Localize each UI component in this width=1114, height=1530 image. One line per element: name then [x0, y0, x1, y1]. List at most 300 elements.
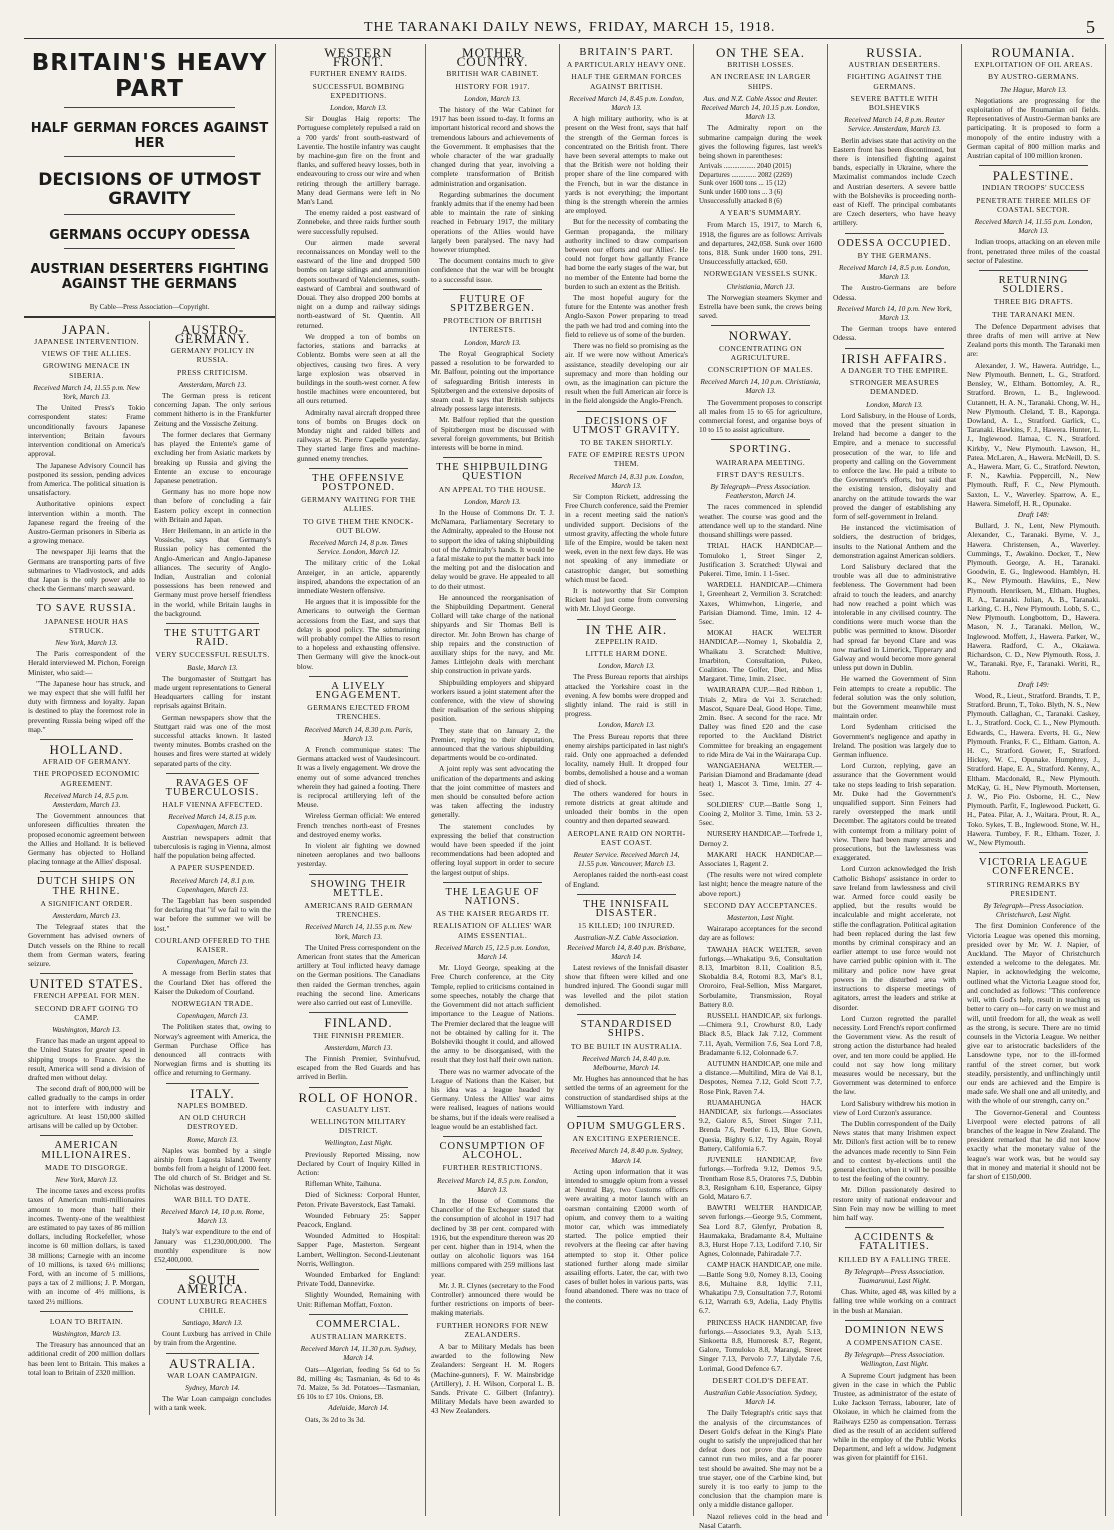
article-paragraph: The Dublin correspondent of the Daily News states that many Irishmen expect Mr. Dillon's first action will be to renew the advances made recently to Sinn Fein and to contest by-elections until the general election, when it will be possible to test the feeling of the country.	[833, 1118, 956, 1184]
dateline: London, March 13.	[330, 103, 387, 113]
article-paragraph: German newspapers show that the Stuttgart raid was one of the most successful attacks known. It lasted twenty minutes. Bombs crashed on the houses and fires were started at widely separated parts of the city.	[154, 712, 271, 768]
article-paragraph: Herr Heilemann, in an article in the Vossische, says that Germany's Russian policy has cemented the Anglo-American and Anglo-Japanese alliances. The security of Anglo-Indian, Australian and colonial possessions has been renewed and Germany must prove herself friendless in the world, while Britain laughs in the background.	[154, 525, 271, 618]
article-paragraph: The United Press correspondent on the American front states that the American artillery at Toul inflicted heavy damage on the German positions. The Canadians then raided the German trenches, again reaching the second line. Americans were also carried out east of Luneville.	[297, 942, 420, 1008]
dateline: Received March 14, 8.40 p.m. Sydney, March 14.	[570, 1146, 683, 1165]
subhead: NORWEGIAN TRADE.	[171, 999, 254, 1009]
section-britains-part: BRITAIN'S PART.	[579, 47, 674, 58]
section-victoria-league: VICTORIA LEAGUE CONFERENCE.	[978, 857, 1088, 878]
dateline: Australian-N.Z. Cable Association. Received March 14, 8.40 p.m. Brisbane, March 14.	[567, 933, 686, 961]
section-tuberculosis: RAVAGES OF TUBERCULOSIS.	[165, 777, 260, 798]
subhead: GERMANY WAITING FOR THE ALLIES.	[301, 495, 416, 514]
dateline: Received March 14, 8.1 p.m. Copenhagen, March 13.	[170, 875, 255, 894]
section-australia: AUSTRALIA.	[169, 1355, 256, 1371]
article-paragraph: Previously Reported Missing, now Declared by Court of Inquiry Killed in Action:	[297, 1149, 420, 1177]
section-showing-their-mettle: SHOWING THEIR METTLE.	[310, 878, 407, 899]
subhead: GROWING MENACE IN SIBERIA.	[42, 361, 131, 380]
section-western-front: WESTERN FRONT.	[324, 45, 393, 70]
article-paragraph: The Governor-General and Countess Liverpool were elected patrons of all branches of the league in New Zealand. The president remarked that he did not know exactly what the monetary value of the league's war work was, but he would say that in money and material it should not be far short of £150,000.	[967, 1107, 1100, 1181]
dateline: Received March 14, 8.5 p.m. London, March 13.	[839, 263, 950, 282]
draft-label: Draft 148:	[1017, 509, 1050, 519]
article-paragraph: The second draft of 800,000 will be called gradually to the camps in order not to interfere with industry and agriculture. At least 150,000 skilled artisans will be called up by October.	[28, 1084, 145, 1131]
issue-date: FRIDAY, MARCH 15, 1918.	[589, 20, 776, 35]
dateline: Basle, March 13.	[187, 662, 238, 672]
newspaper-title: THE TARANAKI DAILY NEWS,	[364, 20, 583, 35]
subhead: INDIAN TROOPS' SUCCESS	[982, 183, 1085, 193]
article-paragraph: Regarding submarines the document frankly admits that if the enemy had been able to maintain the rate of sinking reached in February 1917, the military operations of the Allies would have largely been paralysed. The navy had however triumphed.	[431, 189, 554, 255]
dateline: Received March 14, 8.40 p.m. Melbourne, March 14.	[582, 1053, 671, 1072]
subhead: MADE TO DISGORGE.	[44, 1162, 129, 1172]
subhead: JAPANESE HOUR HAS STRUCK.	[44, 616, 129, 635]
subhead: HALF VIENNA AFFECTED.	[162, 800, 263, 810]
article-paragraph: Wounded Admitted to Hospital: Sapper Page, Masterton. Sergeant Lambert, Wellington. Second-Lieutenant Norris, Wellington.	[297, 1231, 420, 1268]
subhead: TO BE BUILT IN AUSTRALIA.	[570, 1041, 683, 1051]
dateline: Amsterdam, March 13.	[52, 911, 121, 921]
column-7	[828, 44, 962, 1516]
subhead: REALISATION OF ALLIES' WAR AIMS ESSENTIAL.	[433, 921, 552, 940]
section-austro-germany: AUSTRO-GERMANY.	[174, 321, 251, 347]
article-paragraph: Indian troops, attacking on an eleven mile front, penetrated three miles of the coastal sector of Palestine.	[967, 237, 1100, 265]
shipping-table: Arrivals .................. 2040 (2015) Departures .............. 2082 (2269) Sunk over 1600 tons ... 15 (12) Sunk under 1600 tons ... 3 (6) Unsuccessfully attacked 8 (6)	[699, 162, 793, 205]
dateline: Adelaide, March 14.	[328, 1403, 389, 1413]
subhead: PENETRATE THREE MILES OF COASTAL SECTOR.	[976, 195, 1091, 214]
article-paragraph: Negotiations are progressing for the exploitation of the Roumanian oil fields. Representatives of Austro-German banks are participating. It is proposed to form a monopoly of the entire industry with a German capital of 800 million marks and Austrian capital of 100 million kronen.	[967, 95, 1100, 161]
draft-label: Draft 149:	[1017, 679, 1050, 689]
dateline: By Telegraph—Press Association. Wellington, Last Night.	[844, 1350, 945, 1369]
subhead: CASUALTY LIST.	[326, 1104, 391, 1114]
section-holland: HOLLAND.	[49, 741, 124, 757]
column-6	[694, 44, 828, 1530]
section-league-of-nations: THE LEAGUE OF NATIONS.	[445, 886, 540, 908]
article-paragraph: Wairarapo acceptances for the second day are as follows:	[699, 924, 822, 943]
subhead: AN INCREASE IN LARGER SHIPS.	[710, 72, 811, 91]
subhead: THE FINNISH PREMIER.	[312, 1030, 405, 1040]
subhead: KILLED BY A FALLING TREE.	[838, 1254, 951, 1264]
page-number: 5	[1086, 17, 1096, 37]
subhead: BY THE GERMANS.	[857, 250, 932, 260]
article-paragraph: There was no field so promising as the air. If we were now without America's assistance, steadily developing our air supremacy and more than holding our own, as the imagination can picture the result when the full American air force is in the field alongside the Anglo-French.	[565, 341, 688, 406]
subhead: AUSTRIAN DESERTERS.	[848, 60, 941, 70]
article-paragraph: He argues that it is impossible for the Americans to outweigh the German accessions from the East, and says that delay is good policy. The submarining will probably compel the Allies to resort to a hopeless and exhausting offensive. Then Germany will give the knock-out blow.	[297, 597, 420, 671]
lead-headline-5: AUSTRIAN DESERTERS FIGHTING AGAINST THE GERMANS	[30, 261, 269, 292]
subhead: STIRRING REMARKS BY PRESIDENT.	[986, 879, 1081, 898]
article-paragraph: We dropped a ton of bombs on factories, stations and barracks at Coblentz. Bombs were seen at all the objectives, causing two fires. A very large explosion was observed in buildings in the south-west corner. A few hostile machines were encountered, but all ours returned.	[297, 331, 420, 406]
article-paragraph: The history of the War Cabinet for 1917 has been issued to-day. It forms an important historical record and shows the tremendous labours and achievements of the Government. It emphasises that the whole character of the war gradually changed during that year, involving a complete transformation of British administration and organisation.	[431, 105, 554, 188]
dateline: Copenhagen, March 13.	[176, 1011, 249, 1021]
section-consumption-of-alcohol: CONSUMPTION OF ALCOHOL.	[439, 1140, 546, 1162]
article-paragraph: In the House of Commons Dr. T. J. McNamara, Parliamentary Secretary to the Admiralty, appealed to the House not to support the idea of taking shipbuilding out of the Admiralty's hands. It would be a fatal mistake to put the matter back into the melting pot and the dislocation and delay would be grave. He appealed to all to do their utmost.	[431, 507, 554, 591]
section-commercial: COMMERCIAL.	[316, 1318, 401, 1330]
dateline: New York, March 13.	[55, 637, 118, 647]
subhead: FIRST DAY'S RESULTS.	[716, 469, 805, 479]
article-paragraph: The Government announces that unforeseen difficulties threaten the proposed economic agreement between the Allies and Holland. It is believed Germany has objected to Holland placing tonnage at the Allies' disposal.	[28, 811, 145, 867]
dateline: Received March 14, 8.15 p.m. Copenhagen, March 13.	[168, 812, 257, 831]
dateline: Australian Cable Association. Sydney, March 14.	[704, 1387, 817, 1407]
section-norway: NORWAY.	[728, 328, 793, 344]
column-2	[150, 321, 275, 1415]
dateline: Received March 14, 8.45 p.m. London, March 13.	[569, 93, 684, 113]
section-opium-smugglers: OPIUM SMUGGLERS.	[567, 1120, 686, 1132]
dateline: Received March 14, 8.31 p.m. London, March 13.	[569, 471, 684, 490]
dateline: Received March 14, 11.55 p.m. New York, March 13.	[305, 922, 412, 941]
soldier-list: Bullard, J. N., Lent, New Plymouth. Alexander, C., Taranaki. Byrne, V. J., Hawera. Christensen, A., Waverley. Cummings, T., Awakino. Docker, T., New Plymouth. George, A. H., Taranaki. Goodwin, E. G., Inglewood. Hamblyn, H. K., New Plymouth. Hawkins, E., New Plymouth. Henriksen, M., Eltham. Hughes, R. A., Taranaki. Julian, A. B., Taranaki. Larking, C. H., New Plymouth. Lobb, S. C., New Plymouth. Longbottom, D., Hawera. Mason, N. J., Taranaki. Mellon, W., Inglewood. Moffett, J., Hawera. Parker, W., Hawera. Radford, C. A., Okaiawa. Richardson, C. D., New Plymouth. Ross, J. W., Taranaki. Rye, F., Taranaki. Weriti, R., Rahotu.	[967, 521, 1100, 678]
article-paragraph: The United Press's Tokio correspondent states: Frame unconditionally favours Japanese intervention; Britain favours intervention conditional on America's approval.	[28, 403, 145, 459]
subhead: AEROPLANE RAID ON NORTH-EAST COAST.	[567, 828, 686, 847]
article-paragraph: The Royal Geographical Society passed a resolution to be forwarded to Mr. Balfour, pointing out the importance of safeguarding British interests in Spitzbergen and the extensive deposits of steam coal. It says that British subjects already possess large interests.	[431, 348, 554, 414]
dateline: Received March 14, 8.5 p.m. London, March 13.	[437, 1175, 548, 1194]
article-paragraph: Austrian newspapers admit that tuberculosis is raging in Vienna, almost half the population being affected.	[154, 832, 271, 861]
article-paragraph: Mr. Hughes has announced that he has settled the terms of an agreement for the construction of standardised ships at the Williamstown Yard.	[565, 1074, 688, 1111]
dateline: Amsterdam, March 13.	[324, 1042, 393, 1052]
article-paragraph: "The Japanese hour has struck, and we may expect that she will fulfil her duty with firmness and loyalty. Japan is destined to play the foremost role in preventing Russia being wiped off the map."	[28, 678, 145, 734]
acceptance: BAWTRI WELTER HANDICAP, seven furlongs.—George 9.5, Comment, Sea Lord 8.7, Glenfyr, Probation 8, Haumakaka, Bradamante 8.4, Multaine 8.3, Hurst Hope 7.13, Lodiford 7.10, Sir Agnes, Colonnade, Pahiradale 7.7.	[699, 1203, 822, 1259]
race-result: NURSERY HANDICAP.—Torfrede 1, Dernoy 2.	[699, 829, 822, 848]
subhead: BY AUSTRO-GERMANS.	[988, 72, 1079, 82]
article-paragraph: The Finnish Premier, Svinhufvud, escaped from the Red Guards and has arrived in Berlin.	[297, 1053, 420, 1082]
subhead: HALF THE GERMAN FORCES AGAINST BRITISH.	[571, 72, 682, 91]
dateline: Received March 14, 8.30 p.m. Paris, March 13.	[304, 724, 413, 743]
article-paragraph: The Japanese Advisory Council has postponed its session, pending advices from America. The political situation is unsatisfactory.	[28, 460, 145, 498]
article-paragraph: The enemy raided a post eastward of Zonnebeke, and three raids further south were successfully repulsed.	[297, 208, 420, 236]
article-paragraph: Wireless German official: We entered French trenches north-east of Fresnes and destroyed enemy works.	[297, 811, 420, 839]
article-paragraph: France has made an urgent appeal to the United States for greater speed in shipping troops to France. As the result, America will send a division of drafted men without delay.	[28, 1036, 145, 1083]
section-spitzbergen: FUTURE OF SPITZBERGEN.	[450, 293, 535, 315]
race-result: WAIRARAPA CUP.—Red Ribbon 1, Trials 2, Mira de Vai 3. Scratched: Mascot, Square Deal, Good Hope. Time, 2min. 8sec. A second for the race. Mr Dalley was fined £20 and the case reported to the Auckland District Committee for breaking an engagement to ride Mira de Vai in the Wairarapa Cup.	[699, 685, 822, 759]
article-paragraph: Our airmen made several reconnaissances on Monday well to the eastward of the line and dropped 500 bombs on large sidings and ammunition depots southward of Valenciennes, south-eastward of Cambrai and southward of Douai. They also dropped 200 bombs at night on a dump and railway sidings north-eastward of St. Quentin. All returned.	[297, 237, 420, 330]
section-roumania: ROUMANIA.	[991, 45, 1076, 60]
article-paragraph: The Norwegian steamers Skymer and Estrella have been sunk, the crews being saved.	[699, 292, 822, 321]
subhead: BRITISH WAR CABINET.	[446, 69, 539, 79]
article-paragraph: It is noteworthy that Sir Compton Rickett had just come from conversing with Mr. Lloyd George.	[565, 585, 688, 614]
section-american-millionaires: AMERICAN MILLIONAIRES.	[41, 1140, 132, 1161]
subhead: PRESS CRITICISM.	[177, 367, 248, 377]
subhead: VERY SUCCESSFUL RESULTS.	[155, 650, 270, 660]
soldier-list: Wood, R., Lieut., Stratford. Brandts, T. P., Stratford. Brunn, T., Toko. Blyth, N. S., New Plymouth. Callaghan, C., Taranaki. Caskey, L. J., Stratford. Cock, C. L., New Plymouth. Edwards, C., Hawera. Everts, H. G., New Plymouth. Franks, F. C., Eltham. Gatton, A. H. C., Stratford. Gower, F., Stratford. Hickey, W. C., Opunake. Humphrey, J., Stratford. Hape, E. A., Stratford. Kenny, A., Eltham. Macdonald, R., New Plymouth. McKay, G. H., New Plymouth. Mortensen, J. W., Pio Pio. Osborne, H. C., New Plymouth. Parfit, F., Inglewood. Puckett, G. H., Patea. Pilar, A. J., Waitara. Prout, R. A., Toko. Sykes, T. B., Inglewood. Stone, W. H., Hawera. Tumbey, F. R., Eltham. Tozer, J. W., New Plymouth.	[967, 690, 1100, 848]
dateline: Received March 14, 10 p.m. Christiania, March 13.	[700, 377, 821, 396]
article-paragraph: Lord Sydenham criticised the Government's negligence and apathy in Ireland. The position was largely due to German influence.	[833, 722, 956, 760]
dateline: Received March 14, 8 p.m. Reuter Service. Amsterdam, March 13.	[844, 115, 945, 134]
acceptance: CAMP HACK HANDICAP, one mile.—Battle Song 9.0, Nomey 8.13, Cooing 8.6, Multaine 8.8, Idyllic 7.11, Whakatipu 7.9, Consultation 7.7, Rotomi 6.12, Warrath 6.9, Adelia, Lady Phyllis 6.7.	[699, 1260, 822, 1316]
subhead: WAR BILL TO DATE.	[173, 1194, 252, 1204]
section-in-the-air: IN THE AIR.	[585, 621, 668, 637]
dateline: Washington, March 13.	[52, 1328, 121, 1338]
section-sporting: SPORTING.	[729, 444, 792, 456]
article-paragraph: A message from Berlin states that the Courland Diet has offered the Kaiser the Dukedom of Courland.	[154, 968, 271, 996]
article-paragraph: In violent air fighting we downed nineteen aeroplanes and two balloons yesterday.	[297, 841, 420, 869]
article-paragraph: Mr. Balfour replied that the question of Spitzbergen must be discussed with several foreign governments, but British interests will be borne in mind.	[431, 415, 554, 452]
article-paragraph: The military critic of the Lokal Anzeiger, in an article, apparently inspired, abandons the expectation of an immediate Western offensive.	[297, 558, 420, 595]
section-irish-affairs: IRISH AFFAIRS.	[841, 350, 948, 366]
subhead: CONCENTRATING ON AGRICULTURE.	[719, 343, 802, 362]
cable-credit: By Cable—Press Association—Copyright.	[89, 302, 210, 311]
section-roll-of-honor: ROLL OF HONOR.	[298, 1089, 419, 1105]
subhead: SECOND DAY ACCEPTANCES.	[703, 900, 818, 910]
subhead: CONSCRIPTION OF MALES.	[707, 365, 814, 375]
section-offensive-postponed: THE OFFENSIVE POSTPONED.	[312, 472, 405, 493]
article-paragraph: The statement concludes by expressing the belief that construction would have been speeded if the joint recommendations had been adopted and offering loyal support in order to secure the largest output of ships.	[431, 821, 554, 877]
subhead: WAIRARAPA MEETING.	[715, 457, 806, 467]
article-paragraph: They state that on January 2, the Premier, replying to their deputation, announced that the various shipbuilding departments would be co-ordinated.	[431, 725, 554, 763]
subhead: THE PROPOSED ECONOMIC AGREEMENT.	[33, 769, 140, 788]
article-paragraph: Mr. Lloyd George, speaking at the Free Church conference, at the City Temple, replied to criticisms contained in some speeches, notably the charge that the Government did not attach sufficient importance to the League of Nations. The Premier declared that the league will not be obtained by calling for it. The Bolsheviki thought it could, and allowed the army to be disorganised, with the result that they lost half their own nation.	[431, 963, 554, 1065]
article-paragraph: Lord Salisbury declared that the trouble was all due to administrative feebleness. The Government had been afraid to touch the leaders, and anarchy had now reached a point which was intolerable in any civilised country. The conditions were much worse than the public was permitted to know. Disorder had spread far beyond Clare and was now marked in Limerick, Tipperary and Galway and would become more general unless put down in Dublin.	[833, 561, 956, 673]
subhead: VIEWS OF THE ALLIES.	[41, 349, 132, 359]
acceptance: AUTUMN HANDICAP, one mile and a distance.—Multilind, Mira de Vai 8.1, Despotes, Nemea 7.12, Gold Scott 7.7, Rose Pink, Raven 7.4.	[699, 1059, 822, 1096]
article-paragraph: Shipbuilding employers and shipyard workers issued a joint statement after the conference, with the view of showing their realisation of the serious shipping position.	[431, 677, 554, 724]
section-accidents: ACCIDENTS & FATALITIES.	[854, 1232, 935, 1253]
subhead: GERMANS EJECTED FROM TRENCHES.	[307, 703, 410, 722]
subhead: FRENCH APPEAL FOR MEN.	[33, 991, 140, 1001]
subhead: HISTORY FOR 1917.	[455, 81, 530, 91]
subhead: SECOND DRAFT GOING TO CAMP.	[34, 1003, 139, 1022]
dateline: New York, March 13.	[55, 1174, 118, 1184]
article-paragraph: Italy's war expenditure to the end of January was £1,230,000,000. The monthly expenditure is now £52,400,000.	[154, 1227, 271, 1264]
article-paragraph: The most hopeful augury for the future for the Entente was another fresh Anglo-Saxon Power preparing to tread the path we had trod and coming into the field to relieve us of some of the burden.	[565, 293, 688, 339]
section-dutch-ships: DUTCH SHIPS ON THE RHINE.	[36, 876, 137, 897]
subhead: SEVERE BATTLE WITH BOLSHEVIKS	[850, 93, 939, 113]
article-paragraph: Rifleman White, Taihuna.	[305, 1179, 382, 1189]
subhead: COUNT LUXBURG REACHES CHILE.	[157, 1296, 268, 1315]
subhead: FATE OF EMPIRE RESTS UPON THEM.	[568, 450, 685, 469]
section-russia: RUSSIA.	[866, 45, 923, 60]
dateline: By Telegraph—Press Association. Christchurch, Last Night.	[983, 901, 1084, 920]
article-paragraph: Latest reviews of the Innisfail disaster show that fifteen were killed and one hundred injured. The Goondi sugar mill was levelled and the pilot station demolished.	[565, 963, 688, 1009]
article-paragraph: The Press Bureau reports that three enemy airships participated in last night's raid. Only one approached a defended locality, namely Hull. It dropped four bombs, demolished a house and a woman died of shock.	[565, 731, 688, 787]
acceptance: TAWAHA HACK WELTER, seven furlongs.—Whakatipu 9.6, Consultation 8.13, Imarbiton 8.11, Coalition 8.5, Skobaldia 8.4, Rotomi 8.3, Mar's 8.1, Ororoiro, Feal-Sellion, Miss Margaret, Sorbulamite, Transmission, Royal Battery 8.0.	[699, 944, 822, 1009]
lead-headline-4: GERMANS OCCUPY ODESSA	[49, 227, 250, 243]
dateline: Masterton, Last Night.	[727, 913, 794, 923]
subhead: TO GIVE THEM THE KNOCK-OUT BLOW.	[303, 516, 414, 535]
section-stuttgart-raid: THE STUTTGART RAID.	[164, 627, 261, 649]
subhead: NORWEGIAN VESSELS SUNK.	[703, 269, 818, 279]
article-paragraph: He announced the reorganisation of the Shipbuilding Department. General Collard will take charge of the national shipyards and Sir Thomas Bell is director. Mr. John Brown has charge of ship repairs and the construction of auxiliary ships for the navy, and Mr. James Littlejohn deals with merchant ship construction in private yards.	[431, 592, 554, 676]
dateline: London, March 13.	[464, 496, 521, 506]
article-paragraph: The income taxes and excess profits taxes of American multi-millionaires amount to more than half their incomes. Twenty-one of the wealthiest are estimated to pay taxes of 86 million dollars, including Rockefeller, whose income is 60 million dollars, is taxed 38 millions; Carnegie with an income of 10 millions, is taxed 6½ millions; Ford, with an income of 5 millions, pays a tax of 2 millions; J. P. Morgan, with an income of 4½ millions, is taxed 2½ millions.	[28, 1186, 145, 1306]
article-paragraph: The Telegraaf states that the Government has advised owners of Dutch vessels on the Rhine to recall them from German waters, fearing seizure.	[28, 922, 145, 969]
article-paragraph: A bar to Military Medals has been awarded to the following New Zealanders: Sergeant H. M. Rogers (Machine-gunners), F. W. Mainsbridge (Artillery), J. H. Wilson, Corporal L. B. Sands. Private C. Gilbert (Infantry). Military Medals have been awarded to 43 New Zealanders.	[431, 1342, 554, 1416]
article-paragraph: Sir Douglas Haig reports: The Portuguese completely repulsed a raid on a 700 yards' front south-eastward of Laventie. The hostile infantry was caught by machine-gun fire on the front and flanks, and suffered heavy losses, both in endeavouring to cross our wire and when retiring through the artillery barrage. Many dead Germans were left in No Man's Land.	[297, 114, 420, 207]
section-to-save-russia: TO SAVE RUSSIA.	[36, 603, 137, 615]
subhead: A PAPER SUSPENDED.	[170, 863, 255, 873]
article-paragraph: In the House of Commons the Chancellor of the Exchequer stated that the consumption of alcohol in 1917 had declined by 38 per cent. compared with 1916, but the expenditure thereon was 20 per cent. higher than in 1914, when the outlay on alcoholic liquors was 164 millions compared with 259 millions last year.	[431, 1195, 554, 1279]
article-paragraph: The burgomaster of Stuttgart has made urgent representations to General Headquarters calling for instant reprisals against Britain.	[154, 673, 271, 711]
dateline: London, March 13.	[464, 93, 521, 103]
article-paragraph: Oats—Algerian, feeding 5s 6d to 5s 8d, milling 4s; Tasmanian, 4s 6d to 4s 7d. Maize, 5s 3d. Potatoes—Tasmanian, £6 10s to £7 10s. Onions, £8.	[297, 1364, 420, 1402]
dateline: Amsterdam, March 13.	[178, 379, 247, 389]
lead-headline-3: DECISIONS OF UTMOST GRAVITY	[38, 169, 261, 210]
article-paragraph: The Austro-Germans are before Odessa.	[833, 283, 956, 302]
dateline: Sydney, March 14.	[185, 1382, 240, 1392]
article-paragraph: The Tageblatt has been suspended for declaring that "if we fail to win the war before the summer we will be lost."	[154, 896, 271, 933]
article-paragraph: The War Loan campaign concludes with a tank week.	[154, 1394, 271, 1413]
article-paragraph: The Defence Department advises that three drafts of men will arrive at New Zealand ports this month. The Taranaki men are:	[967, 321, 1100, 359]
dateline: Received March 14, 10 p.m. New York, March 13.	[837, 303, 952, 323]
dateline: Rome, March 13.	[186, 1134, 239, 1144]
race-result: WANGAEHANA WELTER.—Parisian Diamond and Bradamante (dead heat) 1, Mascot 3. Time, 1min. 27 4-5sec.	[699, 760, 822, 798]
subhead: ZEPPELIN RAID.	[595, 636, 658, 646]
subhead: FURTHER HONORS FOR NEW ZEALANDERS.	[436, 1320, 549, 1339]
section-dominion-news: DOMINION NEWS	[844, 1324, 945, 1336]
subhead: AN APPEAL TO THE HOUSE.	[438, 484, 547, 494]
dateline: By Telegraph—Press Association. Featherston, March 14.	[710, 482, 811, 501]
subhead: A YEAR'S SUMMARY.	[719, 208, 802, 218]
subhead: THREE BIG DRAFTS.	[993, 297, 1074, 307]
column-4	[426, 44, 560, 1516]
column-5	[560, 44, 694, 1516]
article-paragraph: A Supreme Court judgment has been given in the case in which the Public Trustee, as administrator of the estate of Luke Jackson Terrass, labourer, late of Okoiaue, in which he claimed from the Railways £250 as compensation. Terrass died as the result of an accident suffered while in the employ of the Public Works Department, and left a widow. Judgment was given for plaintiff for £161.	[833, 1370, 956, 1463]
article-paragraph: The document contains much to give confidence that the war will be brought to a successful issue.	[431, 256, 554, 284]
subhead: AUSTRALIAN MARKETS.	[310, 1331, 407, 1341]
race-result: MOKAI HACK WELTER HANDICAP.—Nomey 1, Skobaldia 2, Whaikatu 3. Scratched: Multive, Imarbiton, Consultation, Pukeo, Coalition. The Golfer, Diet, and Miss Margaret. Time, 1min. 21sec.	[699, 628, 822, 684]
column-3	[292, 44, 426, 1516]
acceptance: JUVENILE HANDICAP, five furlongs.—Torfreda 9.12, Demos 9.5, Trentham Rose 8.5, Oratores 7.5, Dubbin 8.3, Resignham 6.10, Esperance, Gipsy Gold, Mataro 6.7.	[699, 1155, 822, 1201]
section-palestine: PALESTINE.	[992, 168, 1075, 184]
section-lively-engagement: A LIVELY ENGAGEMENT.	[315, 680, 402, 701]
subhead: TO BE TAKEN SHORTLY.	[579, 437, 674, 447]
dateline: Christiania, March 13.	[726, 281, 795, 291]
subhead: STRONGER MEASURES DEMANDED.	[849, 378, 940, 397]
article-paragraph: A French communique states: The Germans attacked west of Vaudesincourt. It was a lively engagement. We drove the enemy out of some advanced trenches wherein they had gained a footing. There is reciprocal artillerying left of the Meuse.	[297, 745, 420, 810]
race-result: WARDELL HANDICAP.—Chimera 1, Greenheart 2, Vermilion 3. Scratched: Xaxes, Whimwhon, Lingerie, and Parisian Diamond. Time, 1min. 12 4-5sec.	[699, 580, 822, 626]
article-paragraph: Acting upon information that it was intended to smuggle opium from a vessel at Neutral Bay, two Customs officers were awaiting a motor launch with an oarsman containing £2000 worth of opium, and convey them to a waiting motor car, which was immediately started. The police emptied their revolvers at the fleeing car after having attempted to stop it. Other police stationed further along made similar assailing efforts. Later, the car, with two cases of bullet holes in various parts, was found abandoned. There was no trace of the contents.	[565, 1166, 688, 1305]
article-paragraph: Mr. Dillon passionately desired to restore unity of national endeavour and Sinn Fein may now be willing to meet him half way.	[833, 1185, 956, 1222]
subhead: AFRAID OF GERMANY.	[42, 757, 131, 767]
section-standardised-ships: STANDARDISED SHIPS.	[580, 1019, 673, 1040]
race-result: TRIAL HACK HANDICAP.—Tomuloko 1, Street Singer 2, Justification 3. Scratched: Ulywai and Pukerei. Time, 1min. 1 1-5sec.	[699, 541, 822, 578]
article-paragraph: But for the necessity of combating the German propaganda, the military authority inclined to draw comparison between our efforts and our Allies'. He could not forget how gallantly France had borne the early stages of the war, but no member of the Entente had borne the burden to such an extent as the British.	[565, 217, 688, 291]
article-paragraph: Admiralty naval aircraft dropped three tons of bombs on Bruges dock on Monday night and raided billets and railways at St. Pierre Capelle yesterday. They started large fires and machine-gunned enemy trenches.	[297, 407, 420, 463]
article-paragraph: Died of Sickness: Corporal Hunter, Peton. Private Baverstock, East Tamaki.	[297, 1190, 420, 1209]
article-paragraph: The Government proposes to conscript all males from 15 to 65 for agriculture, commercial forest, and organise boys of 10 to 15 to assist agriculture.	[699, 397, 822, 435]
subhead: AS THE KAISER REGARDS IT.	[435, 909, 550, 919]
dateline: London, March 13.	[464, 337, 521, 347]
section-decisions: DECISIONS OF UTMOST GRAVITY.	[572, 415, 681, 436]
dateline: By Telegraph—Press Association. Tuamarunui, Last Night.	[844, 1266, 945, 1285]
subhead: FURTHER RESTRICTIONS.	[442, 1163, 543, 1173]
article-paragraph: Naples was bombed by a single airship from Lagosta Island. Twenty bombs fell from a height of 12000 feet. The old church of St. Bridget and St. Nicholas was destroyed.	[154, 1145, 271, 1192]
article-paragraph: The races commenced in splendid weather. The course was good and the attendance well up to the standard. Nine thousand shillings were passed.	[699, 502, 822, 540]
article-paragraph: Nazol relieves cold in the head and Nasal Catarrh.	[699, 1511, 822, 1530]
article-paragraph: (The results were not wired complete last night; hence the meagre nature of the above report.)	[699, 870, 822, 898]
article-paragraph: A high military authority, who is at present on the West front, says that half the strength of the German forces is concentrated on the British front. There have been several attempts to make out that the British were not holding their proper share of the line compared with the French, but in war the distance in yards is not everything; the important thing is the strength wherein the armies are employed.	[565, 114, 688, 216]
dateline: Aus. and N.Z. Cable Assoc and Reuter. Received March 14, 10.15 p.m. London, March 13.	[701, 93, 820, 122]
article-paragraph: Lord Curzon regretted the parallel necessity. Lord French's report confirmed the Government view. As the result of strong action the disturbance had healed over, and ten more could be applied. He could not say how long military measures would be necessary, but the Government was determined to enforce the law.	[833, 1013, 956, 1097]
subhead: NAPLES BOMBED.	[177, 1100, 248, 1110]
article-paragraph: The Paris correspondent of the Herald interviewed M. Pichon, Foreign Minister, who said:—	[28, 649, 145, 677]
subhead: THE TARANAKI MEN.	[991, 309, 1076, 319]
subhead: A DANGER TO THE EMPIRE.	[840, 365, 949, 375]
subhead: WAR LOAN CAMPAIGN.	[167, 1370, 258, 1380]
dateline: Received March 14, 11.55 p.m. New York, March 13.	[33, 382, 140, 402]
dateline: Wellington, Last Night.	[324, 1138, 393, 1148]
article-paragraph: He instanced the victimisation of soldiers, the destruction of bridges, insults to the National Anthem and the demonstration against American soldiers.	[833, 523, 956, 560]
subhead: JAPANESE INTERVENTION.	[34, 337, 139, 347]
dateline: London, March 13.	[598, 720, 655, 730]
section-on-the-sea: ON THE SEA.	[715, 45, 806, 60]
subhead: 15 KILLED; 100 INJURED.	[578, 921, 675, 931]
subhead: AN EXCITING EXPERIENCE.	[572, 1134, 681, 1144]
acceptance: PRINCESS HACK HANDICAP, five furlongs.—Associates 9.3, Ayah 5.13, Sinkoetta 8.8, Humoresk 8.7, Regent, Galore, Tomuloko 8.8, Marangi, Street Singer 7.13, Pervolo 7.7, Lilydale 7.6, Lorimal, Good Defence 6.7.	[699, 1317, 822, 1373]
section-returning-soldiers: RETURNING SOLDIERS.	[998, 275, 1069, 296]
dateline: Santiago, March 13.	[182, 1317, 243, 1327]
article-paragraph: The former declares that Germany has played the Entente's game of excluding her from Asiatic markets by breaking up Russia and giving the Entente an excuse to encourage Japanese penetration.	[154, 429, 271, 485]
section-japan: JAPAN.	[62, 321, 111, 337]
column-1	[24, 321, 150, 1415]
subhead: FURTHER ENEMY RAIDS.	[309, 69, 408, 79]
article-paragraph: The Admiralty report on the submarine campaign during the week gives the following figures, last week's being shown in parentheses:	[699, 123, 822, 161]
dateline: Received March 14, 11.55 p.m. London, March 13.	[974, 217, 1093, 236]
article-paragraph: A joint reply was sent advocating the unification of the departments and asking that the joint committee of masters and men should be consulted before action was taken affecting the industry generally.	[431, 764, 554, 820]
article-paragraph: Count Luxburg has arrived in Chile by train from the Argentine.	[154, 1329, 271, 1348]
article-paragraph: The others wandered for hours in remote districts at great altitude and unloaded their bombs in the open country and then departed seaward.	[565, 788, 688, 826]
section-mother-country: MOTHER COUNTRY.	[456, 45, 529, 70]
article-paragraph: Lord Salisbury, in the House of Lords, moved that the present situation in Ireland had become a danger to the Empire, and a menace to successful prosecution of the war, to life and property and calling on the Government to enforce the law. He paid a tribute to the Government's efforts, but said that the existing tension, disloyalty and anarchy on the attitude towards the war proved the danger of establishing any form of self-government in Ireland.	[833, 410, 956, 521]
subhead: LITTLE HARM DONE.	[585, 648, 668, 658]
article-paragraph: Lord Curzon, replying, gave an assurance that the Government would take no steps leading to Irish separation. Mr. Duke had the Government's unqualified support. Sinn Feiners had rarely overstepped the mark until December. The agitators could be treated with contempt from a military point of view. There had been many arrests and prosecutions, but the lawlessness was exaggerated.	[833, 761, 956, 863]
article-paragraph: Wounded February 25: Sapper Peacock, England.	[297, 1210, 420, 1229]
dateline: Washington, March 13.	[52, 1025, 121, 1035]
article-paragraph: Authoritative opinions expect intervention within a month. The Japanese regard the freeing of the Austro-German prisoners in Siberia as a growing menace.	[28, 499, 145, 546]
article-paragraph: Lord Curzon acknowledged the Irish Catholic Bishops' assistance in order to save Ireland from lawlessness and civil war. Armed force could easily be applied, but the results would be incalculable and might accelerate, not stifle the conflagration. Political agitation had been replaced during the last few months by criminal conspiracy and an earlier attempt to use force would not have carried public opinion with it. The military and police now have great powers in the disturbed area with instructions to disperse meetings of agitators, arrest the leaders and strike at disorder.	[833, 864, 956, 1012]
article-paragraph: Wounded Embarked for England: Private Todd, Dannevirke.	[297, 1269, 420, 1289]
article-paragraph: Slightly Wounded, Remaining with Unit: Rifleman Moffatt, Foxton.	[297, 1290, 420, 1309]
section-south-america: SOUTH AMERICA.	[176, 1272, 249, 1297]
section-innisfail-disaster: THE INNISFAIL DISASTER.	[583, 898, 670, 920]
acceptance: RUAMAHUNGA HACK HANDICAP, six furlongs.—Associates 9.2, Galore 8.5, Street Singer 7.11, Brenda 7.6, Peetler 6.13, Blue Gown, Quesia, Bighty 6.12, Try Again, Royal Battery, California 6.7.	[699, 1097, 822, 1153]
section-loan-to-britain: LOAN TO BRITAIN.	[49, 1316, 124, 1326]
dateline: Received March 15, 12.5 p.m. London, March 14.	[435, 942, 550, 962]
article-paragraph: From March 15, 1917, to March 6, 1918, the figures are as follows: Arrivals and departures, 242,058. Sunk over 1600 tons, 818. Sunk under 1600 tons, 291. Unsuccessfully attacked, 650.	[699, 220, 822, 267]
subhead: A PARTICULARLY HEAVY ONE.	[566, 60, 687, 70]
soldier-list: Alexander, J. W., Hawera. Autridge, L., New Plymouth. Bennett, L. G., Stratford. Bensley, W., Eltham. Bottomley, A. R., Stratford. Brown, L. B., Inglewood. Cutannett, H. A. N., Taranaki. Chong, W. H., New Plymouth. Cleland, T. B., Kaponga. Dowland, A. L., Stratford. Garlick, C., Taranaki. Hawkins, F. J., Hawera. Hunter, L. J., Inglewood. Ilamaa, C. N., Stratford. Kirkby, V., New Plymouth. Lawson, H., Patea. McLaren, A., Hawera. McNeill, D. S. A., Hawera. Marr, G. C., Stratford. Newton, F. N., Kawhia. Peppercill, N., New Plymouth. Ruff, F. C., New Plymouth. Saxton, L. V., Waverley. Sparrow, A. E., Hawera. Simeloff, H. R., Opunake.	[967, 360, 1100, 508]
masthead	[24, 17, 1104, 39]
column-8	[962, 44, 1106, 1516]
dateline: Copenhagen, March 13.	[176, 957, 249, 967]
dateline: Reuter Service. Received March 14, 11.55 p.m. Vancouver, March 13.	[573, 850, 680, 869]
article-paragraph: Lord Salisbury withdrew his motion in view of Lord Curzon's assurance.	[833, 1098, 956, 1117]
dateline: London, March 13.	[598, 661, 655, 671]
dateline: Received March 14, 8 p.m. Times Service. London, March 12.	[309, 537, 408, 557]
lead-headline-1: BRITAIN'S HEAVY PART	[31, 50, 268, 103]
dateline: London, March 13.	[866, 399, 923, 409]
lead-headline-2: HALF GERMAN FORCES AGAINST HER	[30, 120, 269, 151]
subhead: PROTECTION OF BRITISH INTERESTS.	[443, 316, 542, 335]
article-paragraph: The Treasury has announced that an additional credit of 200 million dollars has been lent to Britain. This makes a total loan to Britain of 2320 million.	[28, 1340, 145, 1377]
article-paragraph: He warned the Government of Sinn Fein attempts to create a republic. The federal solution was the only solution, but the Government meanwhile must maintain order.	[833, 674, 956, 721]
subhead: A COMPENSATION CASE.	[846, 1338, 943, 1347]
subhead: FIGHTING AGAINST THE GERMANS.	[846, 72, 943, 91]
subhead: GERMANY POLICY IN RUSSIA.	[170, 346, 255, 365]
subhead: EXPLOITATION OF OIL AREAS.	[974, 60, 1093, 70]
section-shipbuilding: THE SHIPBUILDING QUESTION	[436, 462, 549, 483]
lead-column	[24, 44, 276, 1516]
article-paragraph: Berlin advises state that activity on the Eastern front has been discontinued, but there is intensified fighting against bands, especially in Ukraine, where the Maximalist commandos include Czech and Austrian deserters. A severe battle with the Bolsheviks is proceeding north-east of Kieff. The principal combatants are Czech deserters, who have heavy artillery.	[833, 135, 956, 228]
subhead: AN OLD CHURCH DESTROYED.	[178, 1113, 247, 1132]
section-italy: ITALY.	[190, 1085, 235, 1101]
dateline: Received March 14, 8.5 p.m. Amsterdam, March 13.	[44, 790, 129, 809]
subhead: SUCCESSFUL BOMBING EXPEDITIONS.	[312, 81, 405, 100]
article-paragraph: The newspaper Jiji learns that the Germans are transporting parts of five submarines to Vladivostock, and adds that Japan is the only power able to check the Germans' march seaward.	[28, 547, 145, 594]
subhead: DESERT COLD'S DEFEAT.	[712, 1375, 809, 1385]
article-paragraph: Germany has no more hope now than before of concluding a fair Eastern policy except in connection with Britain and Japan.	[154, 487, 271, 524]
article-paragraph: The Daily Telegraph's critic says that the analysis of the circumstances of Desert Gold's defeat in the King's Plate ought to satisfy the unprejudiced that her defeat does not prove that the mare cannot run two miles, and a far poorer test should be awaited. She may not be a true stayer, one of the Carbine kind, but surely it is too early to jump to the conclusion that the champion mare is only a middle distance galloper.	[699, 1408, 822, 1510]
dateline: The Hague, March 13.	[1000, 84, 1067, 94]
article-paragraph: There was no warmer advocate of the League of Nations than the Kaiser, but his idea was a league headed by Germany. Unless the Allies' war aims were realised, leagues of nations would be shams, but if the ideals were realised a league would be an established fact.	[431, 1066, 554, 1131]
article-paragraph: Aeroplanes raided the north-east coast of England.	[565, 870, 688, 889]
dateline: Received March 14, 10 p.m. Rome, March 13.	[160, 1206, 265, 1226]
article-paragraph: The German press is reticent concerning Japan. The only serious comment hitherto is in the Frankfurter Zeitung and the Vossische Zeitung.	[154, 391, 271, 428]
article-paragraph: Oats, 3s 2d to 3s 3d.	[305, 1414, 366, 1424]
subhead: BRITISH LOSSES.	[727, 60, 794, 70]
